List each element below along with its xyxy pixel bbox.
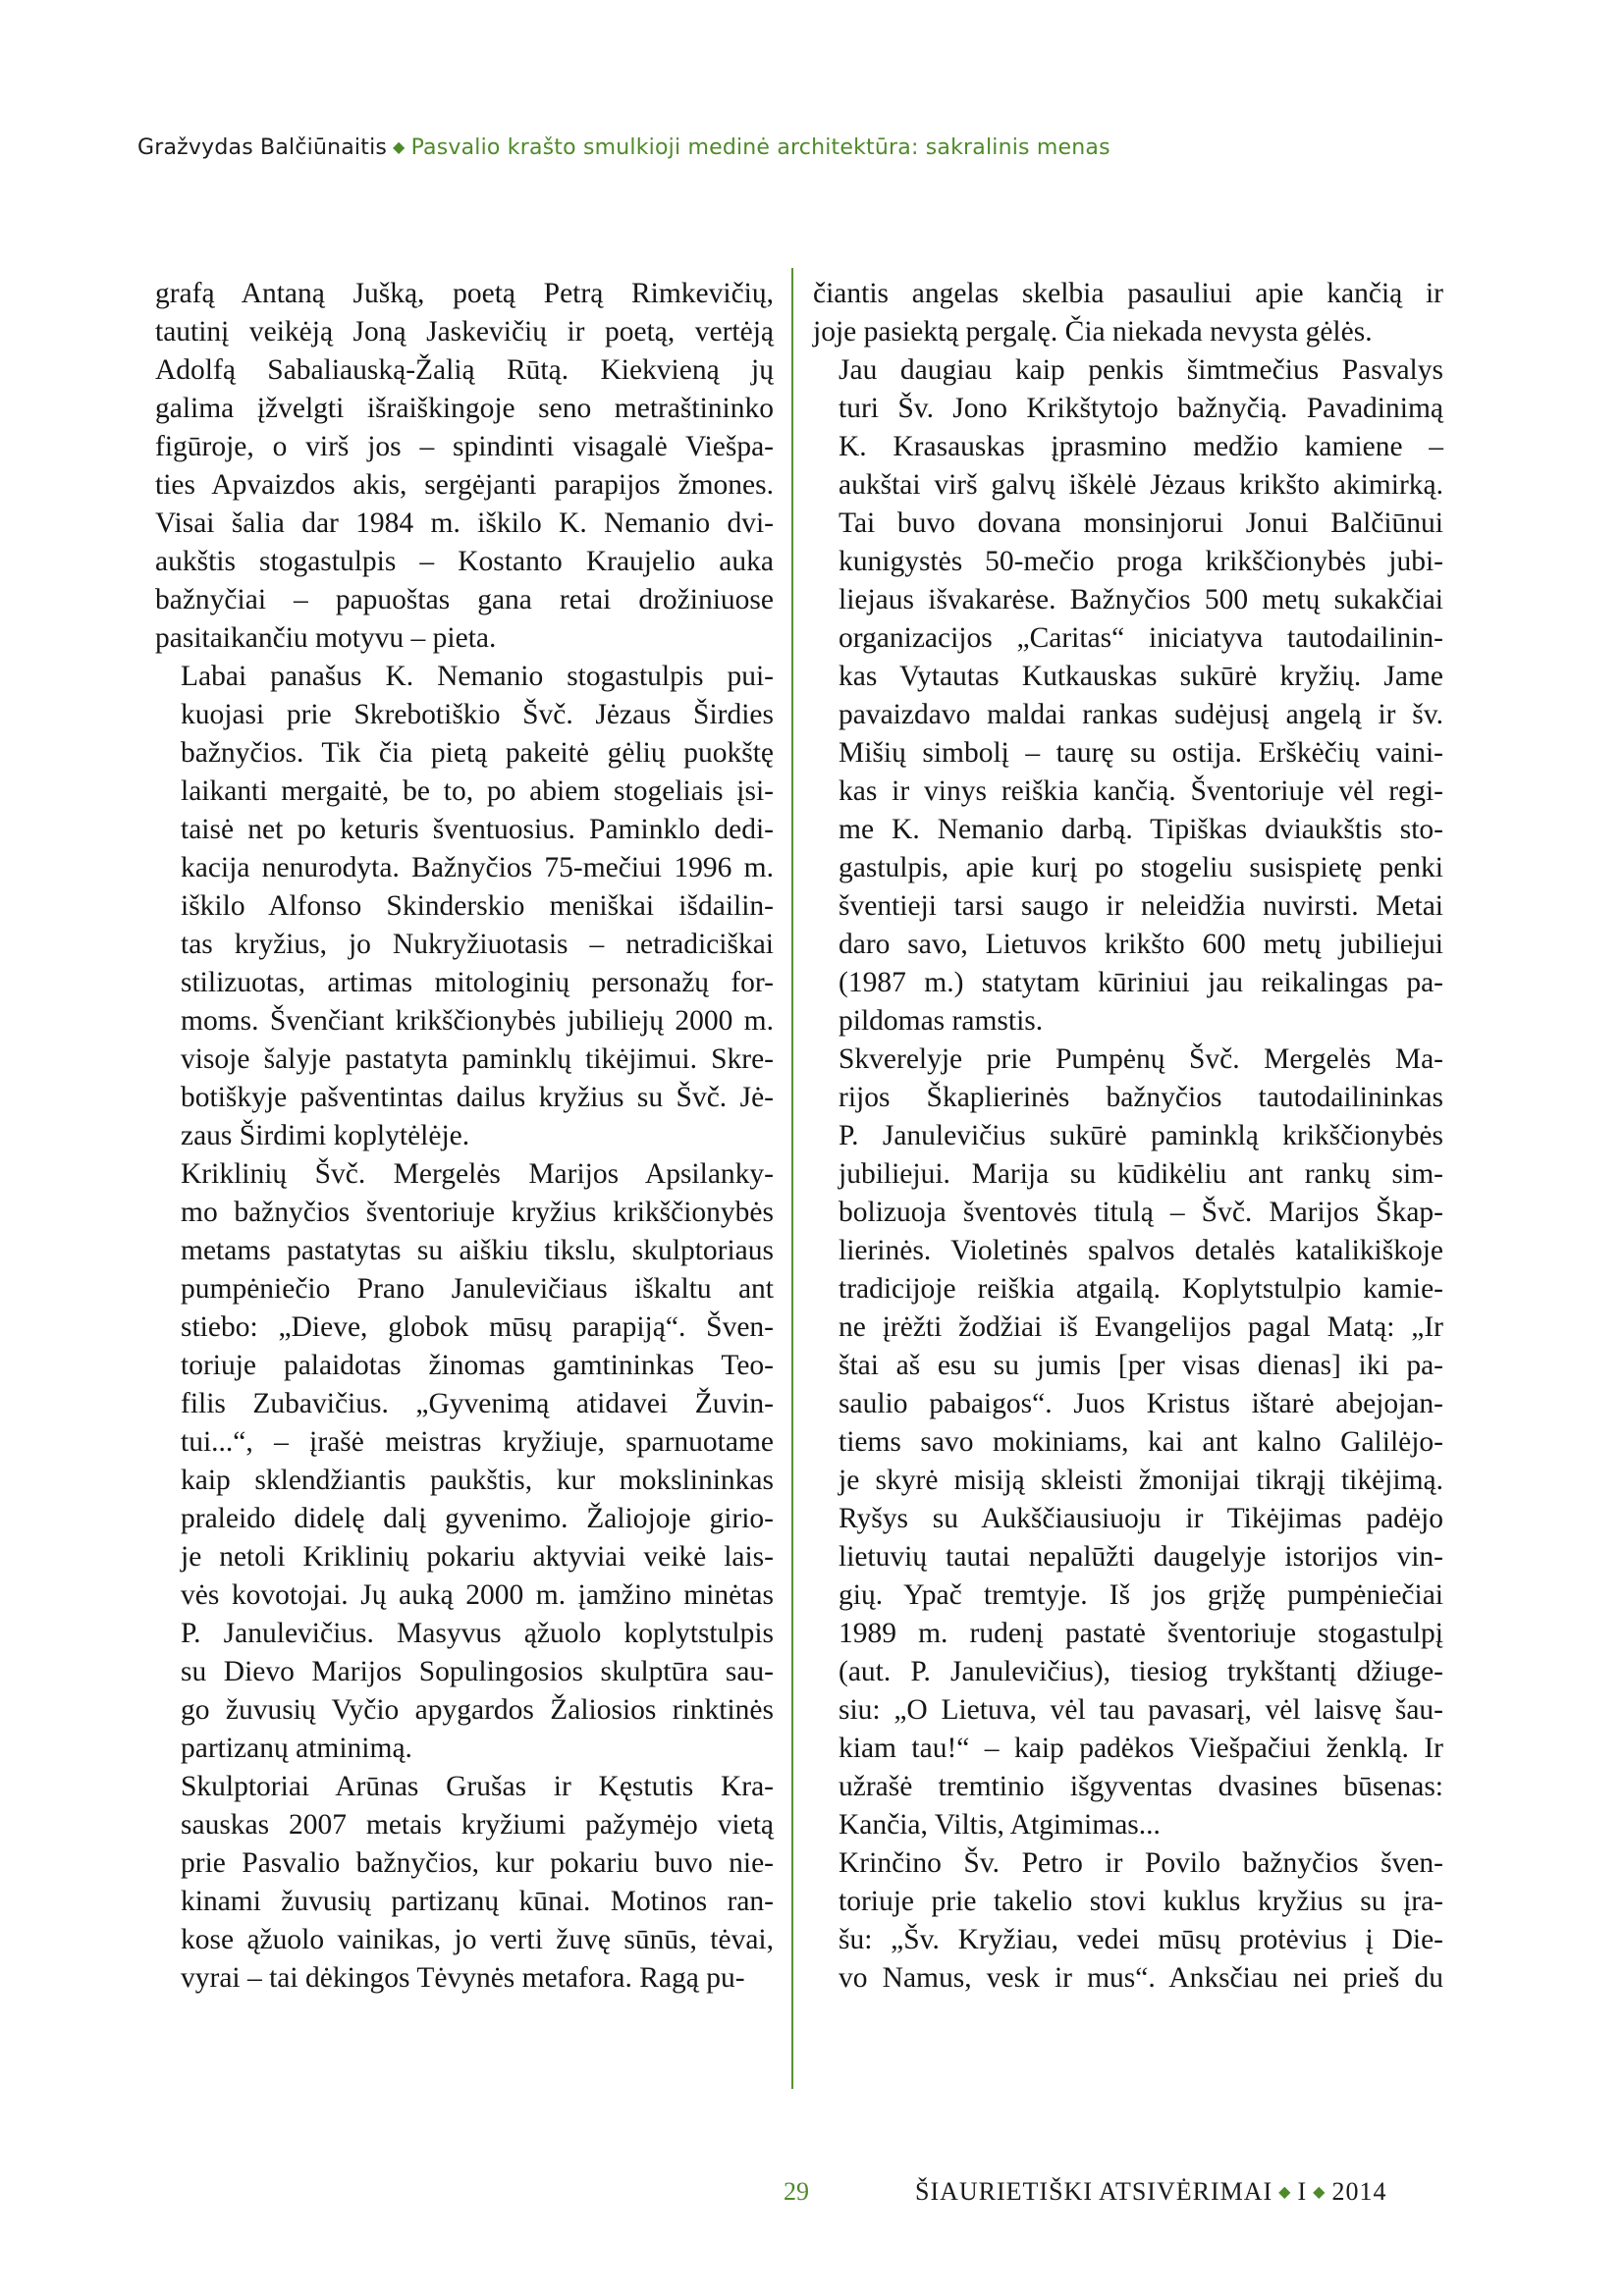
paragraph bbox=[813, 275, 1443, 351]
text-line: štai aš esu su jumis [per visas dienas] iki pa- bbox=[839, 1350, 1443, 1381]
text-line: tradicijoje reiškia atgailą. Koplytstulpio kamie- bbox=[839, 1273, 1443, 1305]
paragraph bbox=[155, 1768, 774, 1998]
text-line: gastulpis, apie kurį po stogeliu susispietę penki bbox=[839, 852, 1443, 883]
text-line: Mišių simbolį – taurę su ostija. Erškėčių vaini- bbox=[839, 737, 1443, 769]
text-line: P. Janulevičius sukūrė paminklą krikščionybės bbox=[839, 1120, 1443, 1151]
journal-name: ŠIAURIETIŠKI ATSIVĖRIMAI bbox=[915, 2177, 1273, 2206]
text-line: grafą Antaną Jušką, poetą Petrą Rimkevičių, bbox=[155, 278, 774, 309]
text-line: tiems savo mokiniams, kai ant kalno Galilėjo- bbox=[839, 1426, 1443, 1458]
text-line: kas ir vinys reiškia kančią. Šventoriuje vėl regi- bbox=[839, 775, 1443, 807]
text-line: rijos Škaplierinės bažnyčios tautodailininkas bbox=[839, 1082, 1443, 1113]
text-line: Skulptoriai Arūnas Grušas ir Kęstutis Kra- bbox=[181, 1771, 774, 1802]
text-line: Visai šalia dar 1984 m. iškilo K. Nemanio dvi- bbox=[155, 507, 774, 539]
text-line: mo bažnyčios šventoriuje kryžius krikščionybės bbox=[181, 1197, 774, 1228]
text-line: P. Janulevičius. Masyvus ąžuolo koplytstulpis bbox=[181, 1618, 774, 1649]
text-line: kinami žuvusių partizanų kūnai. Motinos ran- bbox=[181, 1886, 774, 1917]
text-line: bolizuoja šventovės titulą – Švč. Marijos Škap- bbox=[839, 1197, 1443, 1228]
text-line: partizanų atminimą. bbox=[181, 1733, 412, 1764]
text-line: joje pasiektą pergalę. Čia niekada nevysta gėlės. bbox=[813, 316, 1373, 347]
text-line: vyrai – tai dėkingos Tėvynės metafora. Ragą pu- bbox=[181, 1962, 745, 1994]
text-line: praleido didelę dalį gyvenimo. Žaliojoje girio- bbox=[181, 1503, 774, 1534]
text-line: kuojasi prie Skrebotiškio Švč. Jėzaus Širdies bbox=[181, 699, 774, 730]
paragraph bbox=[813, 351, 1443, 1041]
text-line: stiebo: „Dieve, globok mūsų parapiją“. Šven- bbox=[181, 1311, 774, 1343]
text-line: me K. Nemanio darbą. Tipiškas dviaukštis sto- bbox=[839, 814, 1443, 845]
text-line: kacija nenurodyta. Bažnyčios 75-mečiui 1996 m. bbox=[181, 852, 774, 883]
text-line: kose ąžuolo vainikas, jo verti žuvę sūnūs, tėvai, bbox=[181, 1924, 774, 1955]
text-line: pasitaikančiu motyvu – pieta. bbox=[155, 622, 497, 654]
paragraph bbox=[155, 1155, 774, 1768]
text-line: filis Zubavičius. „Gyvenimą atidavei Žuvin- bbox=[181, 1388, 774, 1419]
text-line: aukštis stogastulpis – Kostanto Kraujelio auka bbox=[155, 546, 774, 577]
text-line: K. Krasauskas įprasmino medžio kamiene – bbox=[839, 431, 1443, 462]
text-line: Labai panašus K. Nemanio stogastulpis pui- bbox=[181, 661, 774, 692]
text-line: botiškyje pašventintas dailus kryžius su Švč. Jė- bbox=[181, 1082, 774, 1113]
text-line: zaus Širdimi koplytėlėje. bbox=[181, 1120, 470, 1151]
text-line: tautinį veikėją Joną Jaskevičių ir poetą, vertėją bbox=[155, 316, 774, 347]
text-line: su Dievo Marijos Sopulingosios skulptūra sau- bbox=[181, 1656, 774, 1687]
article-title: Pasvalio krašto smulkioji medinė architektūra: sakralinis menas bbox=[410, 135, 1110, 160]
diamond-icon: ◆ bbox=[1313, 2184, 1326, 2201]
diamond-icon: ◆ bbox=[393, 137, 406, 156]
text-line: (1987 m.) statytam kūriniui jau reikalingas pa- bbox=[839, 967, 1443, 998]
text-line: tui...“, – įrašė meistras kryžiuje, sparnuotame bbox=[181, 1426, 774, 1458]
text-line: Kriklinių Švč. Mergelės Marijos Apsilanky- bbox=[181, 1158, 774, 1190]
text-line: laikanti mergaitė, be to, po abiem stogeliais įsi- bbox=[181, 775, 774, 807]
text-line: siu: „O Lietuva, vėl tau pavasarį, vėl laisvę šau- bbox=[839, 1694, 1443, 1726]
text-line: moms. Švenčiant krikščionybės jubiliejų 2000 m. bbox=[181, 1005, 774, 1037]
text-line: daro savo, Lietuvos krikšto 600 metų jubiliejui bbox=[839, 929, 1443, 960]
text-line: galima įžvelgti išraiškingoje seno metraštininko bbox=[155, 393, 774, 424]
text-line: visoje šalyje pastatyta paminklų tikėjimui. Skre- bbox=[181, 1043, 774, 1075]
text-line: Ryšys su Aukščiausiuoju ir Tikėjimas padėjo bbox=[839, 1503, 1443, 1534]
text-line: toriuje prie takelio stovi kuklus kryžius su įra- bbox=[839, 1886, 1443, 1917]
text-line: metams pastatytas su aiškiu tikslu, skulptoriaus bbox=[181, 1235, 774, 1266]
text-line: jubiliejui. Marija su kūdikėliu ant rankų sim- bbox=[839, 1158, 1443, 1190]
text-line: pumpėniečio Prano Janulevičiaus iškaltu ant bbox=[181, 1273, 774, 1305]
text-line: liejaus išvakarėse. Bažnyčios 500 metų sukakčiai bbox=[839, 584, 1443, 615]
text-line: stilizuotas, artimas mitologinių personažų for- bbox=[181, 967, 774, 998]
text-line: Skverelyje prie Pumpėnų Švč. Mergelės Ma- bbox=[839, 1043, 1443, 1075]
author-name: Gražvydas Balčiūnaitis bbox=[137, 135, 388, 160]
text-line: pildomas ramstis. bbox=[839, 1005, 1044, 1037]
text-line: ties Apvaizdos akis, sergėjanti parapijos žmones. bbox=[155, 469, 774, 501]
paragraph bbox=[813, 1844, 1443, 1998]
text-line: vo Namus, vesk ir mus“. Anksčiau nei prieš du bbox=[839, 1962, 1443, 1994]
text-line: ne įrėžti žodžiai iš Evangelijos pagal Matą: „Ir bbox=[839, 1311, 1443, 1343]
text-line: turi Šv. Jono Krikštytojo bažnyčią. Pavadinimą bbox=[839, 393, 1443, 424]
text-line: kaip sklendžiantis paukštis, kur mokslininkas bbox=[181, 1465, 774, 1496]
text-line: taisė net po keturis šventuosius. Paminklo dedi- bbox=[181, 814, 774, 845]
text-line: Jau daugiau kaip penkis šimtmečius Pasvalys bbox=[839, 354, 1443, 386]
text-line: lierinės. Violetinės spalvos detalės katalikiškoje bbox=[839, 1235, 1443, 1266]
text-line: čiantis angelas skelbia pasauliui apie kančią ir bbox=[813, 278, 1443, 309]
diamond-icon: ◆ bbox=[1278, 2184, 1292, 2201]
text-line: (aut. P. Janulevičius), tiesiog trykštantį džiuge- bbox=[839, 1656, 1443, 1687]
paragraph bbox=[155, 275, 774, 658]
text-line: tas kryžius, jo Nukryžiuotasis – netradiciškai bbox=[181, 929, 774, 960]
text-line: figūroje, o virš jos – spindinti visagalė Viešpa- bbox=[155, 431, 774, 462]
text-line: šventieji tarsi saugo ir neleidžia nuvirsti. Metai bbox=[839, 890, 1443, 922]
text-line: 1989 m. rudenį pastatė šventoriuje stogastulpį bbox=[839, 1618, 1443, 1649]
text-line: kiam tau!“ – kaip padėkos Viešpačiui ženklą. Ir bbox=[839, 1733, 1443, 1764]
text-column-right bbox=[813, 275, 1443, 1998]
text-line: vės kovotojai. Jų auką 2000 m. įamžino minėtas bbox=[181, 1579, 774, 1611]
text-line: šu: „Šv. Kryžiau, vedei mūsų protėvius į Die- bbox=[839, 1924, 1443, 1955]
text-line: pavaizdavo maldai rankas sudėjusį angelą ir šv. bbox=[839, 699, 1443, 730]
text-line: Krinčino Šv. Petro ir Povilo bažnyčios šven- bbox=[839, 1847, 1443, 1879]
page-number: 29 bbox=[784, 2177, 809, 2206]
text-line: saulio pabaigos“. Juos Kristus ištarė abejojan- bbox=[839, 1388, 1443, 1419]
text-line: sauskas 2007 metais kryžiumi pažymėjo vietą bbox=[181, 1809, 774, 1841]
text-line: organizacijos „Caritas“ iniciatyva tautodailinin- bbox=[839, 622, 1443, 654]
journal-year: 2014 bbox=[1331, 2177, 1387, 2206]
text-line: lietuvių tautai nepalūžti daugelyje istorijos vin- bbox=[839, 1541, 1443, 1573]
text-line: Adolfą Sabaliauską-Žalią Rūtą. Kiekvieną jų bbox=[155, 354, 774, 386]
text-line: bažnyčios. Tik čia pietą pakeitė gėlių puokštę bbox=[181, 737, 774, 769]
text-line: je skyrė misiją skleisti žmonijai tikrąjį tikėjimą. bbox=[839, 1465, 1443, 1496]
paragraph bbox=[813, 1041, 1443, 1844]
text-line: iškilo Alfonso Skinderskio meniškai išdailin- bbox=[181, 890, 774, 922]
journal-footer bbox=[915, 2177, 1386, 2207]
text-line: Kančia, Viltis, Atgimimas... bbox=[839, 1809, 1161, 1841]
text-line: aukštai virš galvų iškėlė Jėzaus krikšto akimirką. bbox=[839, 469, 1443, 501]
text-line: užrašė tremtinio išgyventas dvasines būsenas: bbox=[839, 1771, 1443, 1802]
paragraph bbox=[155, 658, 774, 1155]
running-head bbox=[137, 135, 1110, 160]
text-line: kunigystės 50-mečio proga krikščionybės jubi- bbox=[839, 546, 1443, 577]
text-line: Tai buvo dovana monsinjorui Jonui Balčiūnui bbox=[839, 507, 1443, 539]
column-divider bbox=[791, 268, 793, 2089]
text-line: bažnyčiai – papuoštas gana retai drožiniuose bbox=[155, 584, 774, 615]
text-line: kas Vytautas Kutkauskas sukūrė kryžių. Jame bbox=[839, 661, 1443, 692]
text-column-left bbox=[155, 275, 774, 1998]
text-line: toriuje palaidotas žinomas gamtininkas Teo- bbox=[181, 1350, 774, 1381]
text-line: gių. Ypač tremtyje. Iš jos grįžę pumpėniečiai bbox=[839, 1579, 1443, 1611]
text-line: je netoli Kriklinių pokariu aktyviai veikė lais- bbox=[181, 1541, 774, 1573]
journal-issue: I bbox=[1297, 2177, 1308, 2206]
text-line: prie Pasvalio bažnyčios, kur pokariu buvo nie- bbox=[181, 1847, 774, 1879]
text-line: go žuvusių Vyčio apygardos Žaliosios rinktinės bbox=[181, 1694, 774, 1726]
